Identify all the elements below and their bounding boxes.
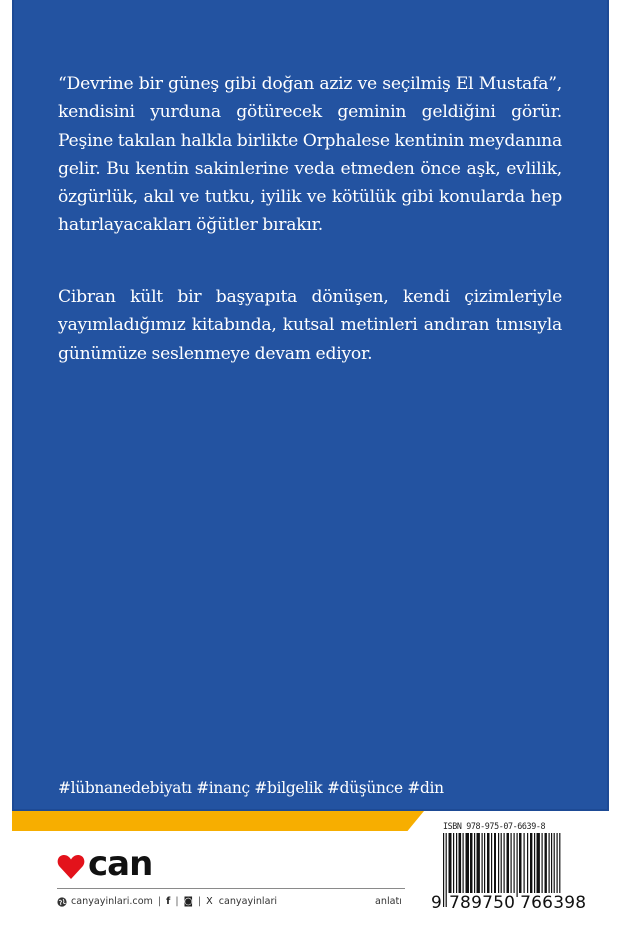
social-handle[interactable]: canyayinlari [218,896,278,907]
barcode-lead-digit: 9 [431,893,443,913]
isbn-label: ISBN 978-975-07-6639-8 [443,821,546,831]
blurb-paragraph-2: Cibran kült bir başyapıta dönüşen, kendi çizimleriyle yayımladığımız kitabında, kutsal metinleri andıran tınısıyla günümüze seslenmeye devam ediyor. [58,287,562,364]
x-icon[interactable]: X [206,896,213,907]
website-link[interactable]: canyayinlari.com [71,896,153,907]
barcode-digit-group-2: 766398 [520,893,587,913]
genre-label: anlatı [375,896,402,907]
barcode-digits [431,893,587,913]
hashtags: #lübnanedebiyatı #inanç #bilgelik #düşünce #din [58,779,444,797]
heart-icon [57,854,85,880]
separator: | [175,896,179,907]
publisher-links [57,896,277,907]
blurb-paragraph-1: “Devrine bir güneş gibi doğan aziz ve seçilmiş El Mustafa”, kendisini yurduna götürecek geminin geldiğini görür. Peşine takılan halkla birlikte Orphalese kentinin meydanına gelir. Bu kentin sakinlerine veda etmeden önce aşk, evlilik, özgürlük, akıl ve tutku, iyilik ve kötülük gibi konularda hep hatırlayacakları öğütler bırakır. [58,74,562,236]
facebook-icon[interactable]: f [166,896,171,907]
separator: | [157,896,162,907]
publisher-logo [57,844,153,884]
globe-icon [57,897,67,907]
logo-wordmark: can [88,844,153,884]
footer-divider [57,888,405,889]
separator: | [197,896,202,907]
barcode-digit-group-1: 789750 [449,893,516,913]
instagram-icon[interactable]: ◙ [183,896,193,907]
yellow-accent-stripe [12,811,424,831]
